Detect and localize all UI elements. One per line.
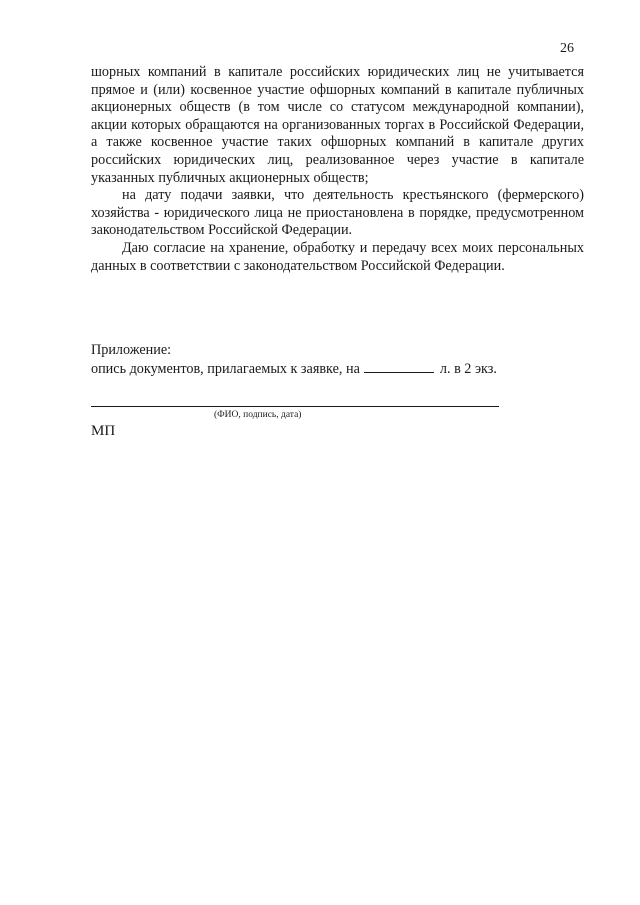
paragraph-offshore-participation: шорных компаний в капитале российских юридических лиц не учитывается прямое и (или) косвенное участие офшорных компаний в капитале публичных акционерных обществ (в том числе со статусом международной компании), акции которых обращаются на организованных торгах в Российской Федерации, а также косвенное участие таких офшорных компаний в капитале других российских юридических лиц, реализованное через участие в капитале указанных публичных акционерных обществ; bbox=[91, 64, 584, 186]
paragraph-activity-not-suspended: на дату подачи заявки, что деятельность крестьянского (фермерского) хозяйства - юридического лица не приостановлена в порядке, предусмотренном законодательством Российской Федерации. bbox=[91, 187, 584, 239]
appendix-heading: Приложение: bbox=[91, 342, 172, 358]
appendix-block bbox=[91, 341, 497, 378]
sheet-count-blank bbox=[364, 360, 434, 373]
paragraph-personal-data-consent: Даю согласие на хранение, обработку и передачу всех моих персональных данных в соответствии с законодательством Российской Федерации. bbox=[91, 239, 584, 274]
body-text bbox=[91, 64, 584, 275]
stamp-place-label: МП bbox=[91, 423, 116, 439]
signature-caption: (ФИО, подпись, дата) bbox=[214, 410, 302, 420]
appendix-copies-text: л. в 2 экз. bbox=[439, 360, 497, 377]
page-number: 26 bbox=[560, 41, 574, 56]
appendix-inventory-line bbox=[91, 360, 497, 379]
appendix-inventory-text: опись документов, прилагаемых к заявке, на bbox=[91, 360, 360, 377]
signature-line bbox=[91, 406, 499, 407]
